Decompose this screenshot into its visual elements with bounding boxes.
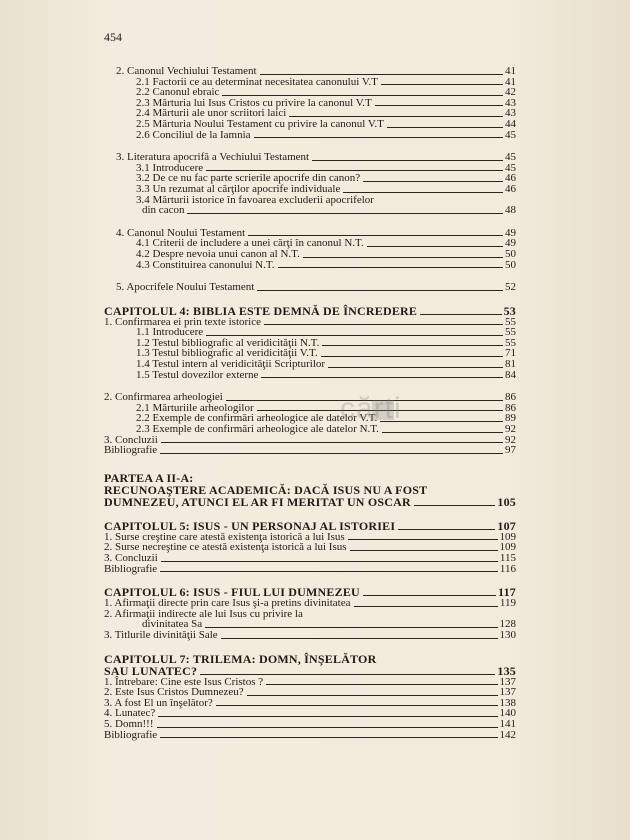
- toc-entry-title: CAPITOLUL 4: BIBLIA ESTE DEMNĂ DE ÎNCREDERE: [104, 303, 418, 318]
- toc-entry-title: 4. Lunatec?: [104, 707, 156, 720]
- toc-entry-page: 50: [505, 247, 516, 260]
- toc-entry: [104, 698, 516, 709]
- toc-entry-page: 44: [505, 117, 516, 130]
- toc-leader-line: [375, 105, 503, 106]
- toc-entry-page: 45: [505, 128, 516, 141]
- toc-entry-title: 2. Afirmaţii indirecte ale lui Isus cu privire la: [104, 607, 303, 620]
- toc-entry-title: Bibliografie: [104, 444, 158, 457]
- toc-leader-line: [216, 705, 498, 706]
- toc-entry-title: 1.2 Testul bibliografic al veridicităţii N.T.: [136, 336, 320, 349]
- toc-entry-page: 42: [505, 86, 516, 99]
- toc-entry-page: 81: [505, 358, 516, 371]
- toc-leader-line: [221, 638, 498, 639]
- toc-leader-line: [381, 84, 503, 85]
- toc-entry-page: 45: [505, 151, 516, 164]
- toc-entry-page: 115: [499, 552, 516, 564]
- toc-entry-page: 55: [505, 336, 516, 349]
- toc-leader-line: [367, 246, 503, 247]
- toc-entry: [104, 370, 516, 381]
- toc-entry-page: 50: [505, 258, 516, 271]
- toc-entry-page: 48: [505, 204, 516, 217]
- toc-entry-title: 1. Confirmarea ei prin texte istorice: [104, 315, 261, 328]
- toc-entry-title: 1.5 Testul dovezilor externe: [136, 368, 259, 381]
- toc-leader-line: [205, 627, 497, 628]
- toc-entry: [104, 66, 516, 77]
- toc-entry-title: 1. Surse creştine care atestă existenţa istorică a lui Isus: [104, 530, 345, 543]
- toc-chapter-heading: [104, 484, 516, 496]
- toc-entry-page: 41: [505, 75, 516, 88]
- toc-entry-title: DUMNEZEU, ATUNCI EL AR FI MERITAT UN OSCAR: [104, 494, 411, 509]
- toc-chapter-heading: [104, 496, 516, 508]
- toc-leader-line: [160, 571, 498, 572]
- page-number: 454: [104, 30, 122, 44]
- toc-entry-page: 86: [505, 401, 516, 414]
- toc-entry-title: 1. Întrebare: Cine este Isus Cristos ?: [104, 675, 264, 688]
- toc-entry-page: 92: [505, 433, 516, 446]
- toc-entry: [104, 424, 516, 435]
- toc-entry-page: 45: [505, 161, 516, 174]
- toc-entry-page: 43: [505, 96, 516, 109]
- toc-leader-line: [382, 432, 503, 433]
- toc-leader-line: [222, 95, 503, 96]
- toc-entry-title: RECUNOAŞTERE ACADEMICĂ: DACĂ ISUS NU A FOST: [104, 482, 428, 497]
- toc-leader-line: [254, 137, 503, 138]
- toc-leader-line: [387, 127, 503, 128]
- toc-entry-title: 2.2 Canonul ebraic: [136, 86, 220, 99]
- toc-leader-line: [278, 267, 504, 268]
- toc-entry-title: 4. Canonul Noului Testament: [116, 226, 246, 239]
- toc-entry-page: 119: [499, 597, 516, 610]
- toc-leader-line: [348, 539, 498, 540]
- toc-entry-title: 3. Concluzii: [104, 433, 158, 446]
- toc-entry-title: 2.4 Mărturii ale unor scriitori laici: [136, 107, 287, 120]
- toc-leader-line: [187, 213, 503, 214]
- toc-leader-line: [160, 453, 503, 454]
- toc-entry-page: 53: [503, 303, 516, 318]
- toc-entry-page: 109: [499, 541, 516, 554]
- toc-entry-page: 107: [497, 518, 516, 533]
- toc-chapter-heading: [104, 520, 516, 532]
- toc-entry: [104, 260, 516, 271]
- toc-entry-page: 142: [499, 728, 516, 741]
- toc-leader-line: [247, 695, 498, 696]
- toc-leader-line: [248, 235, 503, 236]
- toc-entry-page: 109: [499, 530, 516, 543]
- toc-entry-title: 2. Canonul Vechiului Testament: [116, 65, 257, 77]
- toc-entry-title: 1.1 Introducere: [136, 326, 204, 339]
- toc-leader-line: [343, 192, 503, 193]
- toc-chapter-heading: [104, 472, 516, 484]
- toc-leader-line: [200, 674, 495, 675]
- toc-entry: [104, 205, 516, 216]
- toc-entry: [104, 553, 516, 564]
- toc-entry-page: 137: [499, 686, 516, 699]
- toc-entry-title: 2.1 Factorii ce au determinat necesitatea canonului V.T: [136, 75, 378, 88]
- toc-entry: [104, 119, 516, 130]
- toc-entry-page: 46: [505, 182, 516, 195]
- toc-leader-line: [321, 356, 503, 357]
- toc-entry-page: 117: [498, 585, 516, 600]
- toc-entry: [104, 719, 516, 730]
- toc-entry-title: 1. Afirmaţii directe prin care Isus şi-a pretins divinitatea: [104, 597, 351, 610]
- toc-entry: [104, 630, 516, 641]
- watermark-text: cărti: [340, 392, 402, 425]
- section-spacer: [104, 641, 516, 653]
- toc-leader-line: [354, 606, 498, 607]
- toc-leader-line: [322, 345, 503, 346]
- toc-entry-page: 141: [499, 717, 516, 730]
- toc-entry-page: 130: [499, 628, 516, 641]
- toc-entry-page: 89: [505, 412, 516, 425]
- toc-leader-line: [363, 181, 503, 182]
- toc-entry-title: 1.3 Testul bibliografic al veridicităţii V.T.: [136, 347, 318, 360]
- toc-entry-title: 3. Titlurile divinităţii Sale: [104, 628, 218, 641]
- toc-entry-title: CAPITOLUL 5: ISUS - UN PERSONAJ AL ISTORIEI: [104, 518, 396, 533]
- toc-leader-line: [160, 737, 497, 738]
- toc-entry: [104, 184, 516, 195]
- toc-entry: [104, 730, 516, 741]
- toc-leader-line: [303, 257, 503, 258]
- toc-entry-page: 86: [505, 391, 516, 404]
- toc-entry-page: 41: [505, 65, 516, 77]
- toc-entry-title: Bibliografie: [104, 728, 158, 741]
- toc-entry-page: 49: [505, 226, 516, 239]
- toc-entry-page: 55: [505, 326, 516, 339]
- toc-entry: [104, 130, 516, 141]
- toc-entry-title: 2. Surse necreştine ce atestă existenţa istorică a lui Isus: [104, 541, 347, 554]
- toc-entry-title: 3.4 Mărturii istorice în favoarea excluderii apocrifelor: [136, 193, 374, 206]
- toc-entry-title: 4.3 Constituirea canonului N.T.: [136, 258, 275, 271]
- toc-entry-title: 3. Concluzii: [104, 552, 158, 564]
- toc-entry-title: 1.4 Testul intern al veridicităţii Scripturilor: [136, 358, 326, 371]
- toc-leader-line: [260, 74, 503, 75]
- toc-leader-line: [157, 727, 498, 728]
- toc-entry-page: 138: [499, 696, 516, 709]
- toc-entry-page: 105: [497, 494, 516, 509]
- toc-entry-title: SAU LUNATEC?: [104, 663, 198, 678]
- toc-chapter-heading: [104, 665, 516, 677]
- toc-entry-page: 55: [505, 315, 516, 328]
- toc-entry-title: 2.3 Exemple de confirmări arheologice ale datelor N.T.: [136, 423, 379, 436]
- section-spacer: [104, 508, 516, 520]
- toc-entry-page: 140: [499, 707, 516, 720]
- toc-entry-title: 4.2 Despre nevoia unui canon al N.T.: [136, 247, 300, 260]
- toc-entry-title: 5. Domn!!!: [104, 717, 154, 730]
- toc-entry-title: divinitatea Sa: [142, 618, 203, 631]
- toc-entry-page: 116: [499, 562, 516, 575]
- toc-entry-title: 2. Este Isus Cristos Dumnezeu?: [104, 686, 244, 699]
- toc-leader-line: [161, 442, 503, 443]
- toc-entry-page: 46: [505, 172, 516, 185]
- toc-entry-page: 52: [505, 281, 516, 294]
- toc-entry: [104, 708, 516, 719]
- toc-entry-title: 2.1 Mărturiile arheologilor: [136, 401, 254, 414]
- toc-entry-title: 4.1 Criterii de includere a unei cărţi în canonul N.T.: [136, 237, 364, 250]
- toc-leader-line: [261, 377, 503, 378]
- toc-leader-line: [266, 684, 497, 685]
- toc-entry-title: Bibliografie: [104, 562, 158, 575]
- section-spacer: [104, 293, 516, 305]
- toc-entry: [104, 282, 516, 293]
- toc-leader-line: [264, 324, 503, 325]
- toc-entry-title: CAPITOLUL 7: TRILEMA: DOMN, ÎNŞELĂTOR: [104, 651, 377, 666]
- toc-entry-page: 97: [505, 444, 516, 457]
- toc-entry-page: 137: [499, 675, 516, 688]
- toc-entry-title: 2.3 Mărturia lui Isus Cristos cu privire la canonul V.T: [136, 96, 372, 109]
- section-spacer: [104, 456, 516, 472]
- toc-chapter-heading: [104, 653, 516, 665]
- toc-entry-title: 2.5 Mărturia Noului Testament cu privire la canonul V.T: [136, 117, 384, 130]
- toc-leader-line: [414, 505, 496, 506]
- toc-entry-title: 3. A fost El un înşelător?: [104, 696, 213, 709]
- toc-entry-title: 3.3 Un rezumat al cărţilor apocrife individuale: [136, 182, 341, 195]
- toc-leader-line: [289, 116, 503, 117]
- toc-entry-page: 84: [505, 368, 516, 381]
- toc-leader-line: [363, 595, 496, 596]
- section-spacer: [104, 216, 516, 228]
- toc-leader-line: [420, 314, 501, 315]
- toc-entry-page: 71: [505, 347, 516, 360]
- toc-leader-line: [257, 290, 503, 291]
- toc-leader-line: [328, 367, 503, 368]
- toc-leader-line: [398, 529, 495, 530]
- toc-entry-page: 49: [505, 237, 516, 250]
- toc-chapter-heading: [104, 305, 516, 317]
- toc-entry-title: 3.2 De ce nu fac parte scrierile apocrife din canon?: [136, 172, 361, 185]
- toc-leader-line: [161, 561, 498, 562]
- toc-entry-title: 5. Apocrifele Noului Testament: [116, 281, 255, 294]
- toc-leader-line: [206, 335, 503, 336]
- toc-entry-title: PARTEA A II-A:: [104, 470, 194, 485]
- toc-entry: [104, 542, 516, 553]
- toc-leader-line: [350, 550, 498, 551]
- toc-entry-title: 3.1 Introducere: [136, 161, 204, 174]
- toc-entry: [104, 435, 516, 446]
- toc-entry-title: 2. Confirmarea arheologiei: [104, 391, 223, 404]
- toc-entry-title: CAPITOLUL 6: ISUS - FIUL LUI DUMNEZEU: [104, 585, 360, 600]
- toc-entry-title: 2.2 Exemple de confirmări arheologice ale datelor V.T.: [136, 412, 378, 425]
- toc-entry: [104, 564, 516, 575]
- toc-leader-line: [158, 716, 497, 717]
- toc-entry-title: 3. Literatura apocrifă a Vechiului Testament: [116, 151, 310, 164]
- toc-entry-page: 128: [499, 618, 516, 631]
- toc-entry-page: 135: [497, 663, 516, 678]
- toc-entry: [104, 445, 516, 456]
- table-of-contents: [104, 66, 516, 740]
- toc-leader-line: [312, 160, 503, 161]
- toc-entry-page: 43: [505, 107, 516, 120]
- toc-entry-page: 92: [505, 423, 516, 436]
- toc-leader-line: [206, 170, 503, 171]
- toc-entry: [104, 249, 516, 260]
- toc-entry-title: din cacon: [142, 204, 185, 217]
- toc-entry-title: 2.6 Conciliul de la Iamnia: [136, 128, 251, 141]
